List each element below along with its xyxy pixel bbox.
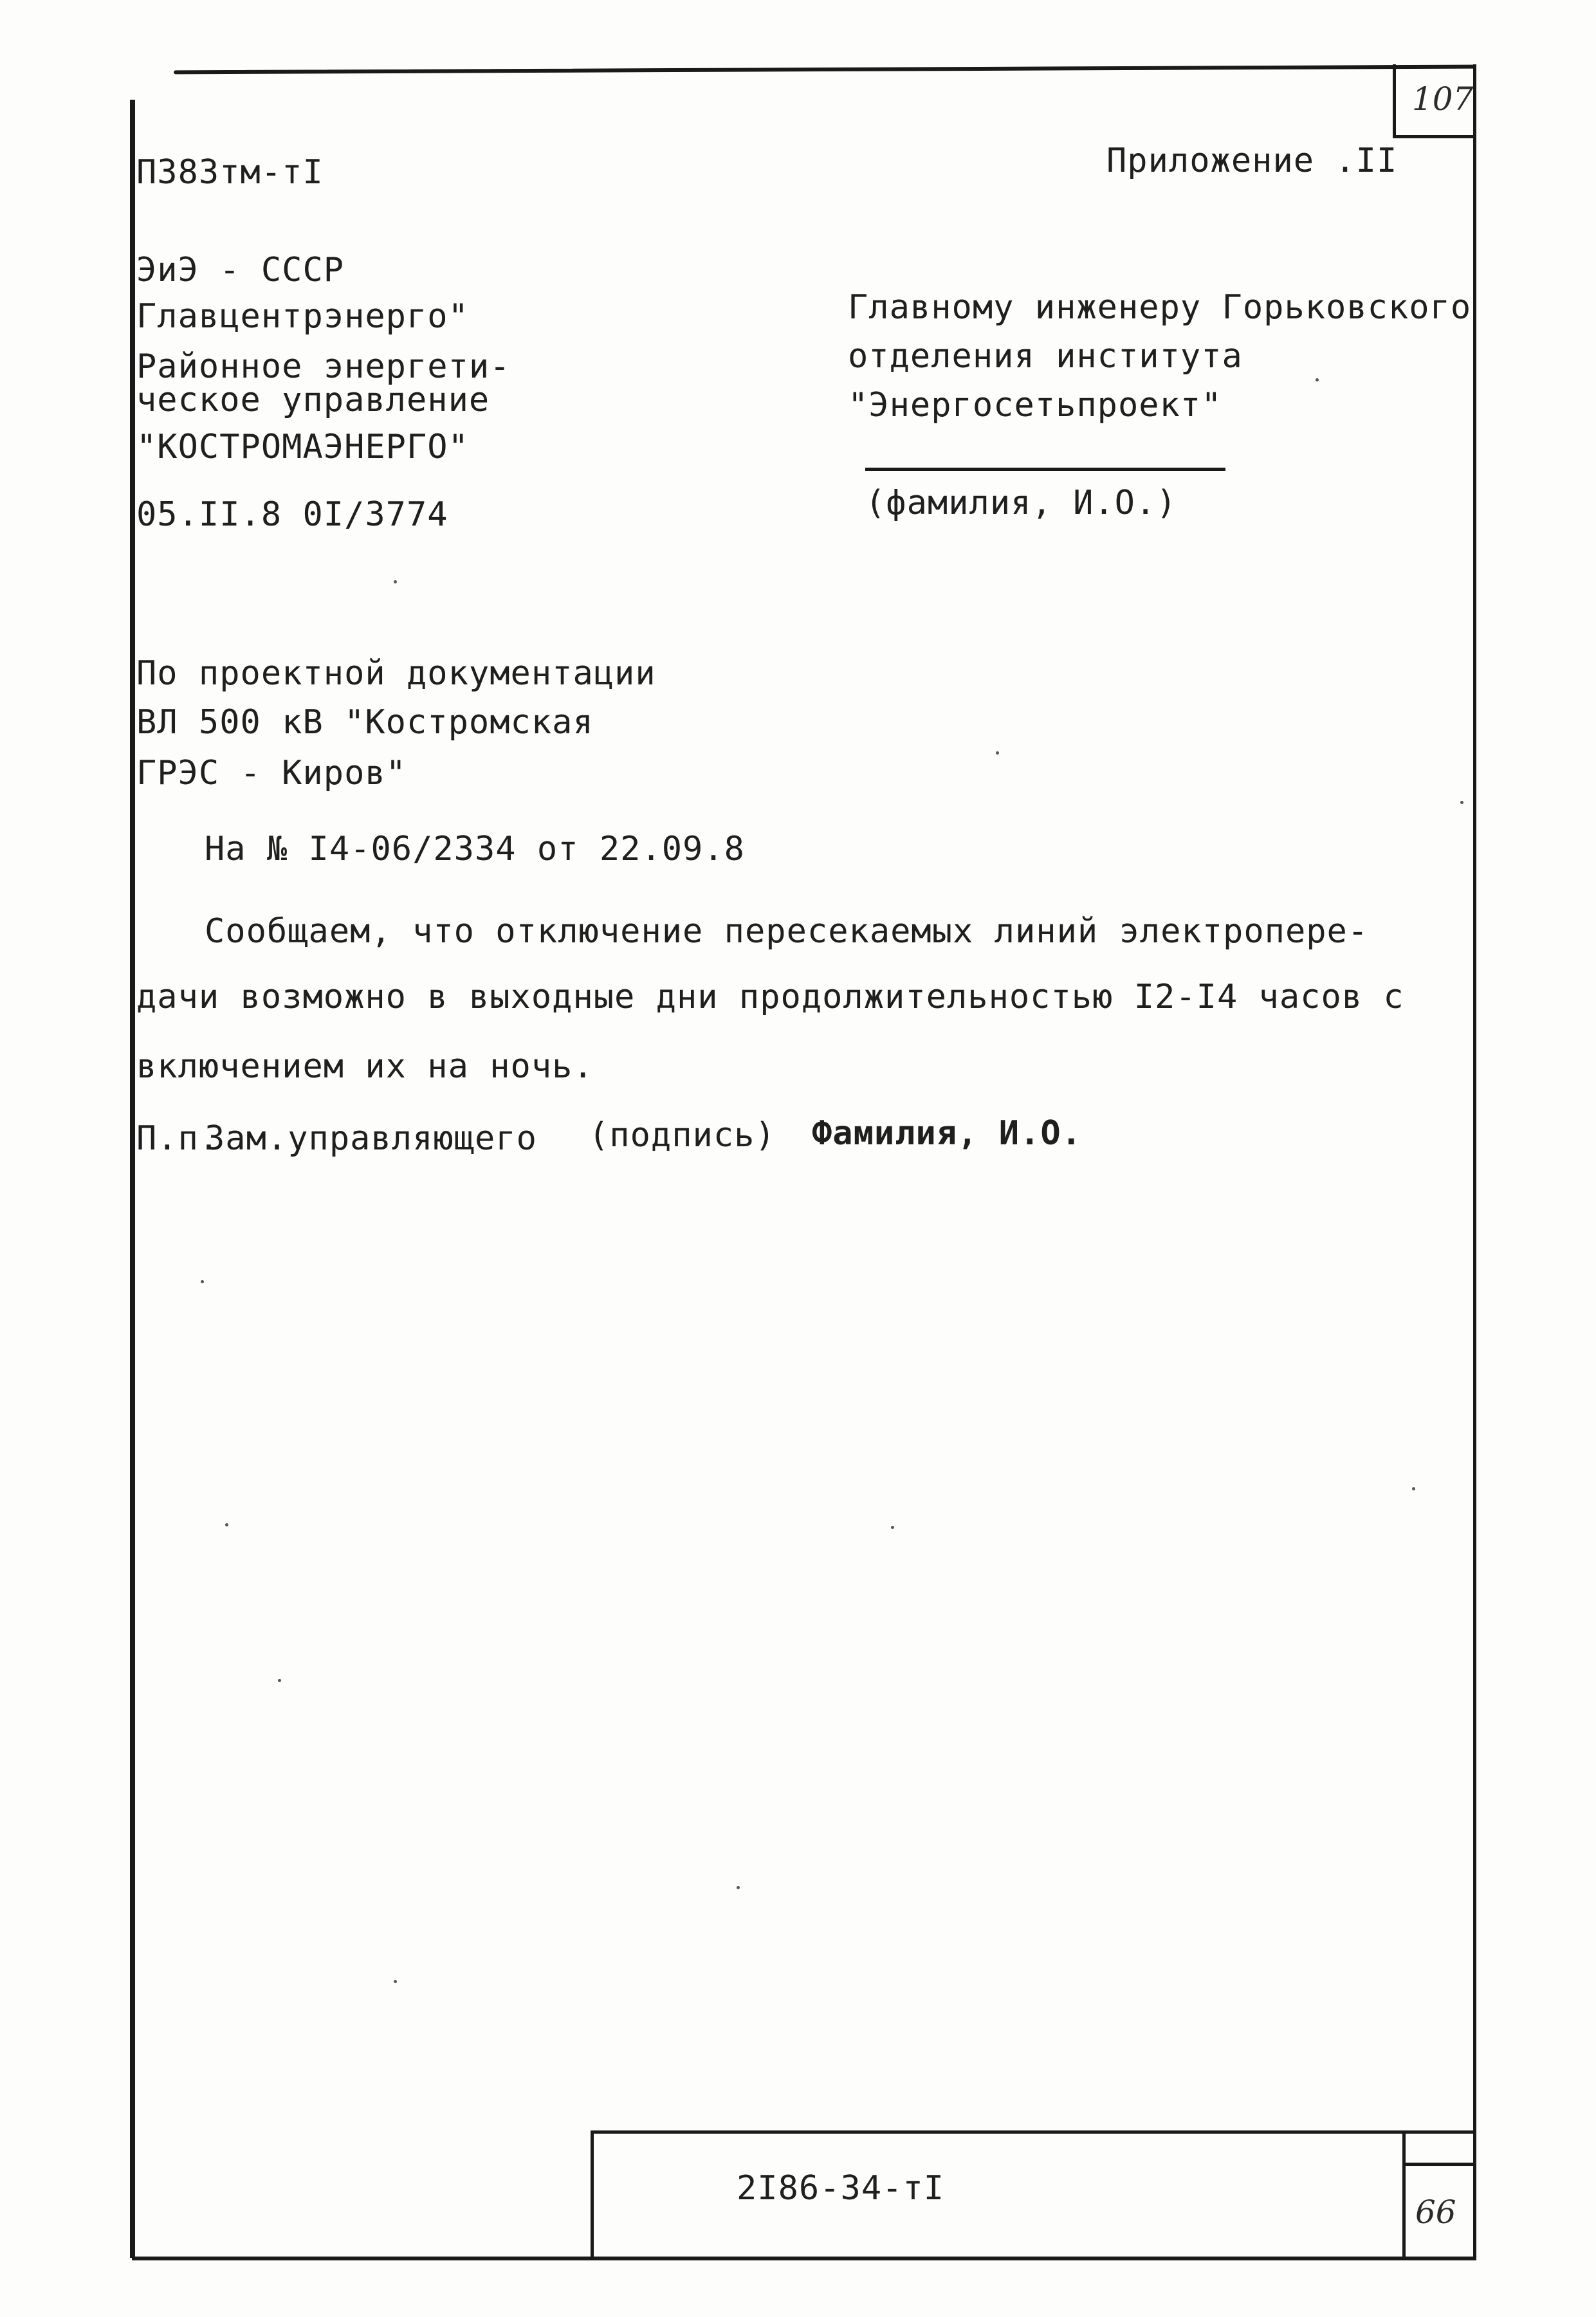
scan-speck xyxy=(278,1679,281,1682)
scan-speck xyxy=(737,1886,740,1889)
frame-top-border xyxy=(174,65,1476,75)
signature-placeholder: (подпись) xyxy=(589,1116,776,1155)
stamp-top-border xyxy=(592,2130,1476,2134)
scan-speck xyxy=(891,1526,894,1529)
page-number-box-bottom xyxy=(1393,135,1476,138)
stamp-right-border xyxy=(1402,2130,1406,2259)
frame-right-border xyxy=(1473,64,1476,2258)
frame-bottom-border xyxy=(132,2257,1476,2260)
recipient-line: Главному инженеру Горьковского xyxy=(848,288,1472,327)
page-number-top: 107 xyxy=(1412,80,1474,118)
signature-prefix: П.п. xyxy=(136,1119,220,1158)
sender-line: Районное энергети- xyxy=(136,347,511,386)
letter-date-number: 05.II.8 0I/3774 xyxy=(136,495,448,534)
recipient-caption: (фамилия, И.О.) xyxy=(865,484,1177,522)
stamp-sheet-number: 66 xyxy=(1415,2193,1456,2231)
subject-line: По проектной документации xyxy=(136,654,656,693)
scan-speck xyxy=(1316,378,1319,381)
page-number-box-left xyxy=(1393,64,1396,138)
scan-speck xyxy=(201,1280,204,1283)
reference-line: На № I4-06/2334 от 22.09.8 xyxy=(205,830,745,868)
subject-line: ВЛ 500 кВ "Костромская xyxy=(136,703,594,742)
body-line: включением их на ночь. xyxy=(136,1047,594,1086)
recipient-line: отделения института xyxy=(848,337,1243,376)
scan-speck xyxy=(1460,801,1463,804)
body-line: дачи возможно в выходные дни продолжительностью I2-I4 часов с xyxy=(136,978,1404,1016)
body-line: Сообщаем, что отключение пересекаемых линий электропере- xyxy=(205,912,1369,951)
subject-line: ГРЭС - Киров" xyxy=(136,754,407,792)
scan-speck xyxy=(996,751,999,755)
sender-line: ЭиЭ - СССР xyxy=(136,251,345,289)
scan-speck xyxy=(394,1980,397,1983)
sender-line: Главцентрэнерго" xyxy=(136,297,469,336)
recipient-line: "Энергосетьпроект" xyxy=(848,386,1222,425)
sender-line: "КОСТРОМАЭНЕРГО" xyxy=(136,428,469,466)
appendix-label: Приложение .II xyxy=(1106,142,1398,180)
scan-speck xyxy=(225,1523,228,1526)
stamp-code: 2I86-34-тI xyxy=(737,2169,945,2208)
stamp-sheet-divider xyxy=(1402,2163,1476,2166)
scan-speck xyxy=(394,580,397,583)
scan-speck xyxy=(1412,1487,1415,1490)
stamp-left-border xyxy=(591,2130,594,2259)
frame-left-border xyxy=(130,100,135,2258)
signature-position: Зам.управляющего xyxy=(205,1119,537,1158)
sender-line: ческое управление xyxy=(136,381,490,419)
recipient-signature-line xyxy=(865,468,1225,471)
signature-name: Фамилия, И.О. xyxy=(812,1114,1082,1153)
doc-code: П383тм-тI xyxy=(136,153,324,192)
